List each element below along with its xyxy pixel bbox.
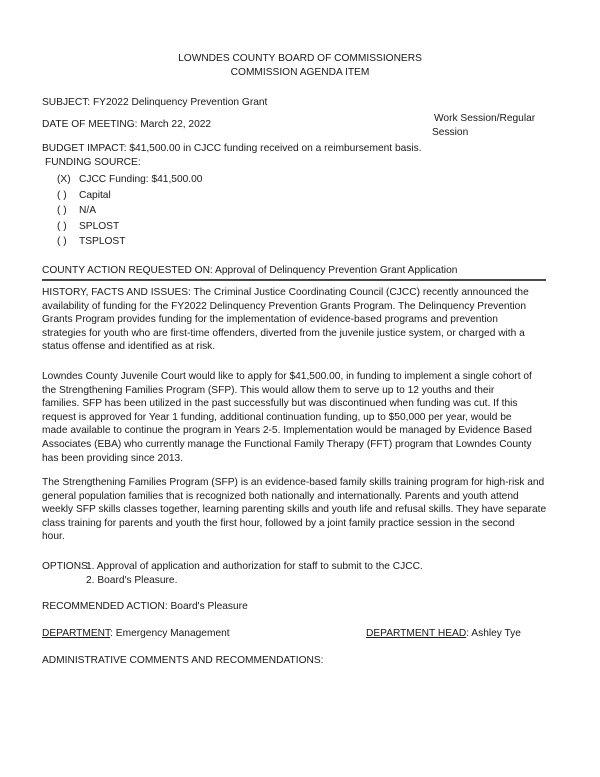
funding-option-label: Capital	[79, 190, 111, 201]
funding-option-label: TSPLOST	[79, 236, 126, 247]
paragraph-line: Associates (EBA) who currently manage the Functional Family Therapy (FFT) program that Lowndes County	[42, 438, 532, 450]
options-label: OPTIONS:	[42, 561, 91, 572]
funding-option-capital	[57, 190, 111, 201]
paragraph-line: class training for parents and youth the first hour, followed by a joint family practice session in the second	[42, 517, 515, 529]
funding-option-label: SPLOST	[79, 221, 120, 232]
county-action-requested: COUNTY ACTION REQUESTED ON: Approval of Delinquency Prevention Grant Application	[42, 265, 458, 276]
paragraph-line: strategies for youth who are first-time offenders, diverted from the juvenile justice system, or charged with a	[42, 327, 525, 339]
department-label: DEPARTMENT	[42, 628, 111, 639]
date-of-meeting: DATE OF MEETING: March 22, 2022	[42, 119, 212, 130]
administrative-comments-heading: ADMINISTRATIVE COMMENTS AND RECOMMENDATIONS:	[42, 655, 324, 666]
subject-line: SUBJECT: FY2022 Delinquency Prevention Grant	[42, 97, 268, 108]
paragraph-line: availability of funding for the FY2022 Delinquency Prevention Grants Program. The Delinquency Prevention	[42, 300, 526, 312]
paragraph-line: has been providing since 2013.	[42, 452, 184, 464]
funding-option-cjcc	[57, 174, 202, 185]
funding-option-na	[57, 205, 96, 216]
option-item-1: 1. Approval of application and authorization for staff to submit to the CJCC.	[86, 561, 423, 572]
paragraph-line: hour.	[42, 531, 65, 543]
paragraph-line: Grants Program provides funding for the implementation of evidence-based programs and prevention	[42, 314, 498, 326]
session-type-line1: Work Session/Regular	[434, 113, 536, 124]
checkbox-marker: ( )	[57, 190, 67, 201]
paragraph-line: families. SFP has been utilized in the past successfully but was discontinued when funding was cut. If this	[42, 398, 518, 410]
paragraph-line: weekly SFP skills classes together, learning parenting skills and youth life and refusal skills. They have separate	[42, 504, 547, 516]
checkbox-marker: ( )	[57, 236, 67, 247]
funding-source-label: FUNDING SOURCE:	[45, 157, 141, 168]
department-head	[366, 628, 521, 639]
funding-option-label: N/A	[79, 205, 96, 216]
funding-option-tsplost	[57, 236, 125, 247]
header-subtitle: COMMISSION AGENDA ITEM	[230, 67, 370, 78]
funding-option-splost	[57, 221, 119, 232]
recommended-action: RECOMMENDED ACTION: Board's Pleasure	[42, 601, 248, 612]
paragraph-line: made available to continue the program in Years 2-5. Implementation would be managed by Evidence Based	[42, 425, 532, 437]
checkbox-marker: (X)	[57, 174, 71, 185]
session-type-line2: Session	[432, 127, 469, 138]
header-title: LOWNDES COUNTY BOARD OF COMMISSIONERS	[178, 53, 422, 64]
paragraph-line: general population families that is recognized both nationally and internationally. Parents and youth attend	[42, 490, 519, 502]
checkbox-marker: ( )	[57, 205, 67, 216]
option-item-2: 2. Board's Pleasure.	[86, 575, 178, 586]
department-value: : Emergency Management	[110, 628, 230, 639]
checkbox-marker: ( )	[57, 221, 67, 232]
budget-impact: BUDGET IMPACT: $41,500.00 in CJCC funding received on a reimbursement basis.	[42, 143, 422, 154]
paragraph-line: the Strengthening Families Program (SFP). This would allow them to serve up to 12 youths and their	[42, 384, 495, 396]
paragraph-line: status offense and identified as at risk.	[42, 341, 216, 353]
paragraph-line: The Strengthening Families Program (SFP) is an evidence-based family skills training program for high-risk and	[42, 477, 545, 488]
juvenile-court-paragraph	[42, 370, 562, 465]
paragraph-line: Lowndes County Juvenile Court would like to apply for $41,500.00, in funding to implement a single cohort of	[42, 371, 532, 382]
funding-option-label: CJCC Funding: $41,500.00	[79, 174, 203, 185]
paragraph-line: request is approved for Year 1 funding, additional continuation funding, up to $50,000 per year, would be	[42, 411, 512, 423]
department	[42, 628, 230, 639]
sfp-description-paragraph	[42, 476, 562, 544]
section-divider	[42, 279, 546, 281]
history-facts-issues	[42, 286, 562, 354]
paragraph-line: HISTORY, FACTS AND ISSUES: The Criminal Justice Coordinating Council (CJCC) recently announced the	[42, 287, 529, 298]
department-head-value: : Ashley Tye	[466, 628, 521, 639]
department-head-label: DEPARTMENT HEAD	[366, 628, 467, 639]
